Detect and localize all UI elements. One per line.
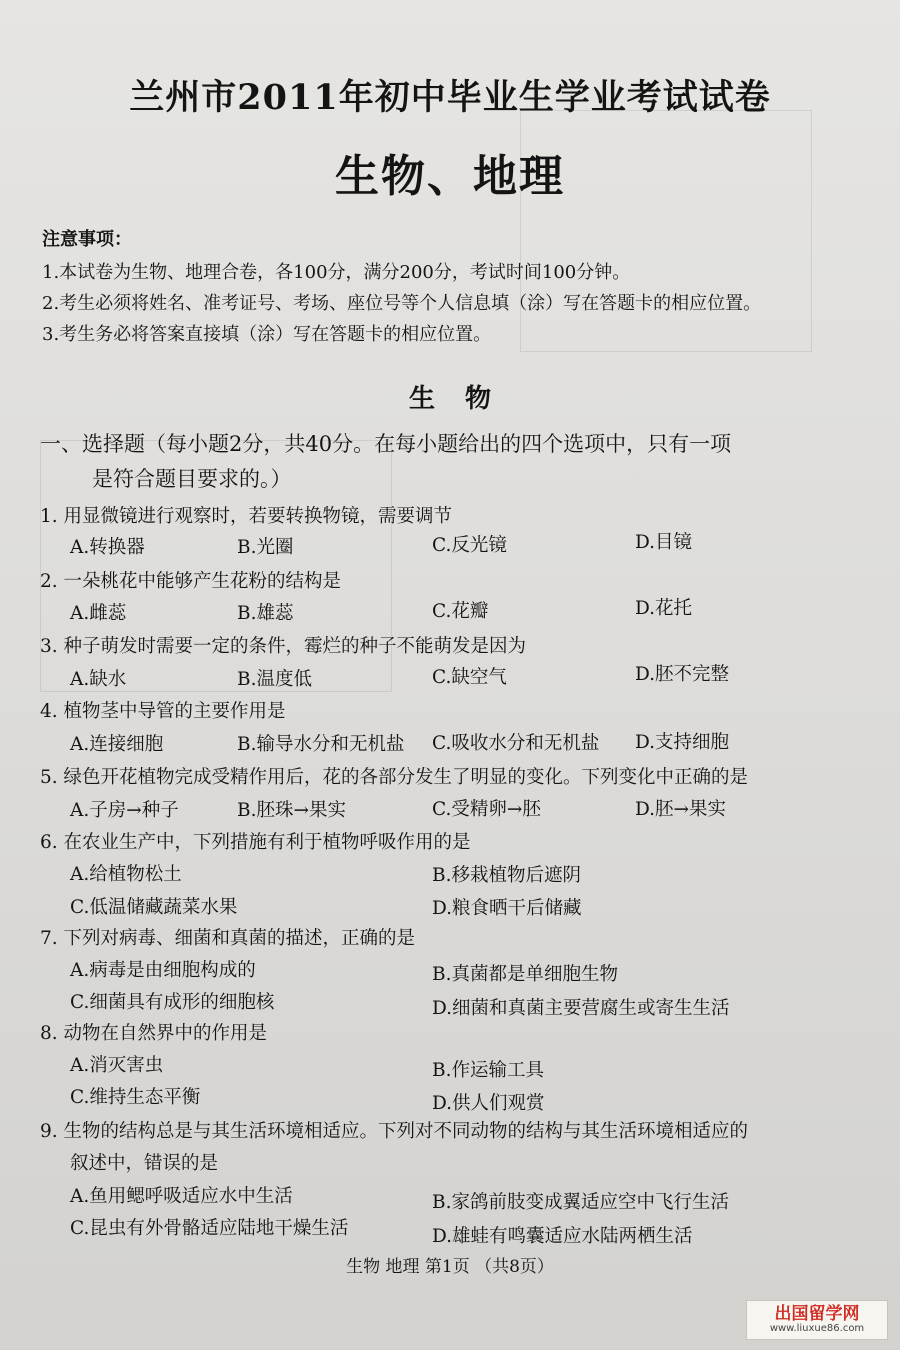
part-title-cont: 是符合题目要求的。） <box>92 467 292 491</box>
option: B.家鸽前肢变成翼适应空中飞行生活 <box>432 1192 729 1213</box>
note-item: 1.本试卷为生物、地理合卷，各100分，满分200分，考试时间100分钟。 <box>42 262 631 283</box>
watermark-url: www.liuxue86.com <box>769 1323 865 1334</box>
page-footer: 生物 地理 第1页 （共8页） <box>346 1257 554 1277</box>
note-item: 3.考生务必将答案直接填（涂）写在答题卡的相应位置。 <box>42 324 492 345</box>
option: A.子房→种子 <box>70 800 179 821</box>
option: B.光圈 <box>237 537 294 558</box>
option: A.缺水 <box>70 669 127 690</box>
option: A.转换器 <box>70 537 145 558</box>
option: C.缺空气 <box>432 667 507 688</box>
question-stem: 9. 生物的结构总是与其生活环境相适应。下列对不同动物的结构与其生活环境相适应的 <box>40 1121 749 1142</box>
option: B.输导水分和无机盐 <box>237 734 405 755</box>
exam-subtitle: 生物、地理 <box>335 151 565 202</box>
option: C.花瓣 <box>432 601 489 622</box>
option: A.病毒是由细胞构成的 <box>70 960 256 981</box>
question-stem-cont: 叙述中，错误的是 <box>70 1153 219 1174</box>
question-stem: 1. 用显微镜进行观察时，若要转换物镜，需要调节 <box>40 506 453 527</box>
option: A.雌蕊 <box>70 603 127 624</box>
note-item: 2.考生必须将姓名、准考证号、考场、座位号等个人信息填（涂）写在答题卡的相应位置。 <box>42 293 762 314</box>
option: D.供人们观赏 <box>432 1093 545 1114</box>
question-stem: 2. 一朵桃花中能够产生花粉的结构是 <box>40 571 342 592</box>
option: D.雄蛙有鸣囊适应水陆两栖生活 <box>432 1226 693 1247</box>
option: C.受精卵→胚 <box>432 799 541 820</box>
option: B.温度低 <box>237 669 312 690</box>
option: D.细菌和真菌主要营腐生或寄生生活 <box>432 998 730 1019</box>
option: D.目镜 <box>635 532 693 553</box>
question-stem: 6. 在农业生产中，下列措施有利于植物呼吸作用的是 <box>40 832 471 853</box>
question-stem: 4. 植物茎中导管的主要作用是 <box>40 701 286 722</box>
part-title: 一、选择题（每小题2分，共40分。在每小题给出的四个选项中，只有一项 <box>40 432 732 456</box>
option: D.胚不完整 <box>635 664 730 685</box>
option: B.胚珠→果实 <box>237 800 346 821</box>
option: C.维持生态平衡 <box>70 1087 201 1108</box>
section-title: 生物 <box>408 384 521 414</box>
option: A.鱼用鳃呼吸适应水中生活 <box>70 1186 293 1207</box>
option: A.给植物松土 <box>70 864 182 885</box>
option: D.支持细胞 <box>635 732 730 753</box>
option: A.消灭害虫 <box>70 1055 164 1076</box>
option: C.反光镜 <box>432 535 507 556</box>
option: B.雄蕊 <box>237 603 294 624</box>
option: A.连接细胞 <box>70 734 164 755</box>
option: B.作运输工具 <box>432 1060 544 1081</box>
question-stem: 5. 绿色开花植物完成受精作用后，花的各部分发生了明显的变化。下列变化中正确的是 <box>40 767 749 788</box>
option: C.低温储藏蔬菜水果 <box>70 897 238 918</box>
question-stem: 3. 种子萌发时需要一定的条件，霉烂的种子不能萌发是因为 <box>40 636 527 657</box>
option: C.吸收水分和无机盐 <box>432 733 600 754</box>
notes-heading: 注意事项： <box>42 229 132 250</box>
option: C.细菌具有成形的细胞核 <box>70 992 275 1013</box>
watermark-title: 出国留学网 <box>774 1304 860 1324</box>
question-stem: 8. 动物在自然界中的作用是 <box>40 1023 268 1044</box>
option: C.昆虫有外骨骼适应陆地干燥生活 <box>70 1218 349 1239</box>
question-stem: 7. 下列对病毒、细菌和真菌的描述，正确的是 <box>40 928 416 949</box>
option: D.胚→果实 <box>635 799 727 820</box>
exam-title: 兰州市2011年初中毕业生学业考试试卷 <box>129 77 771 118</box>
option: B.移栽植物后遮阴 <box>432 865 581 886</box>
option: D.花托 <box>635 598 693 619</box>
watermark-logo <box>746 1300 888 1340</box>
option: B.真菌都是单细胞生物 <box>432 964 618 985</box>
option: D.粮食晒干后储藏 <box>432 898 582 919</box>
